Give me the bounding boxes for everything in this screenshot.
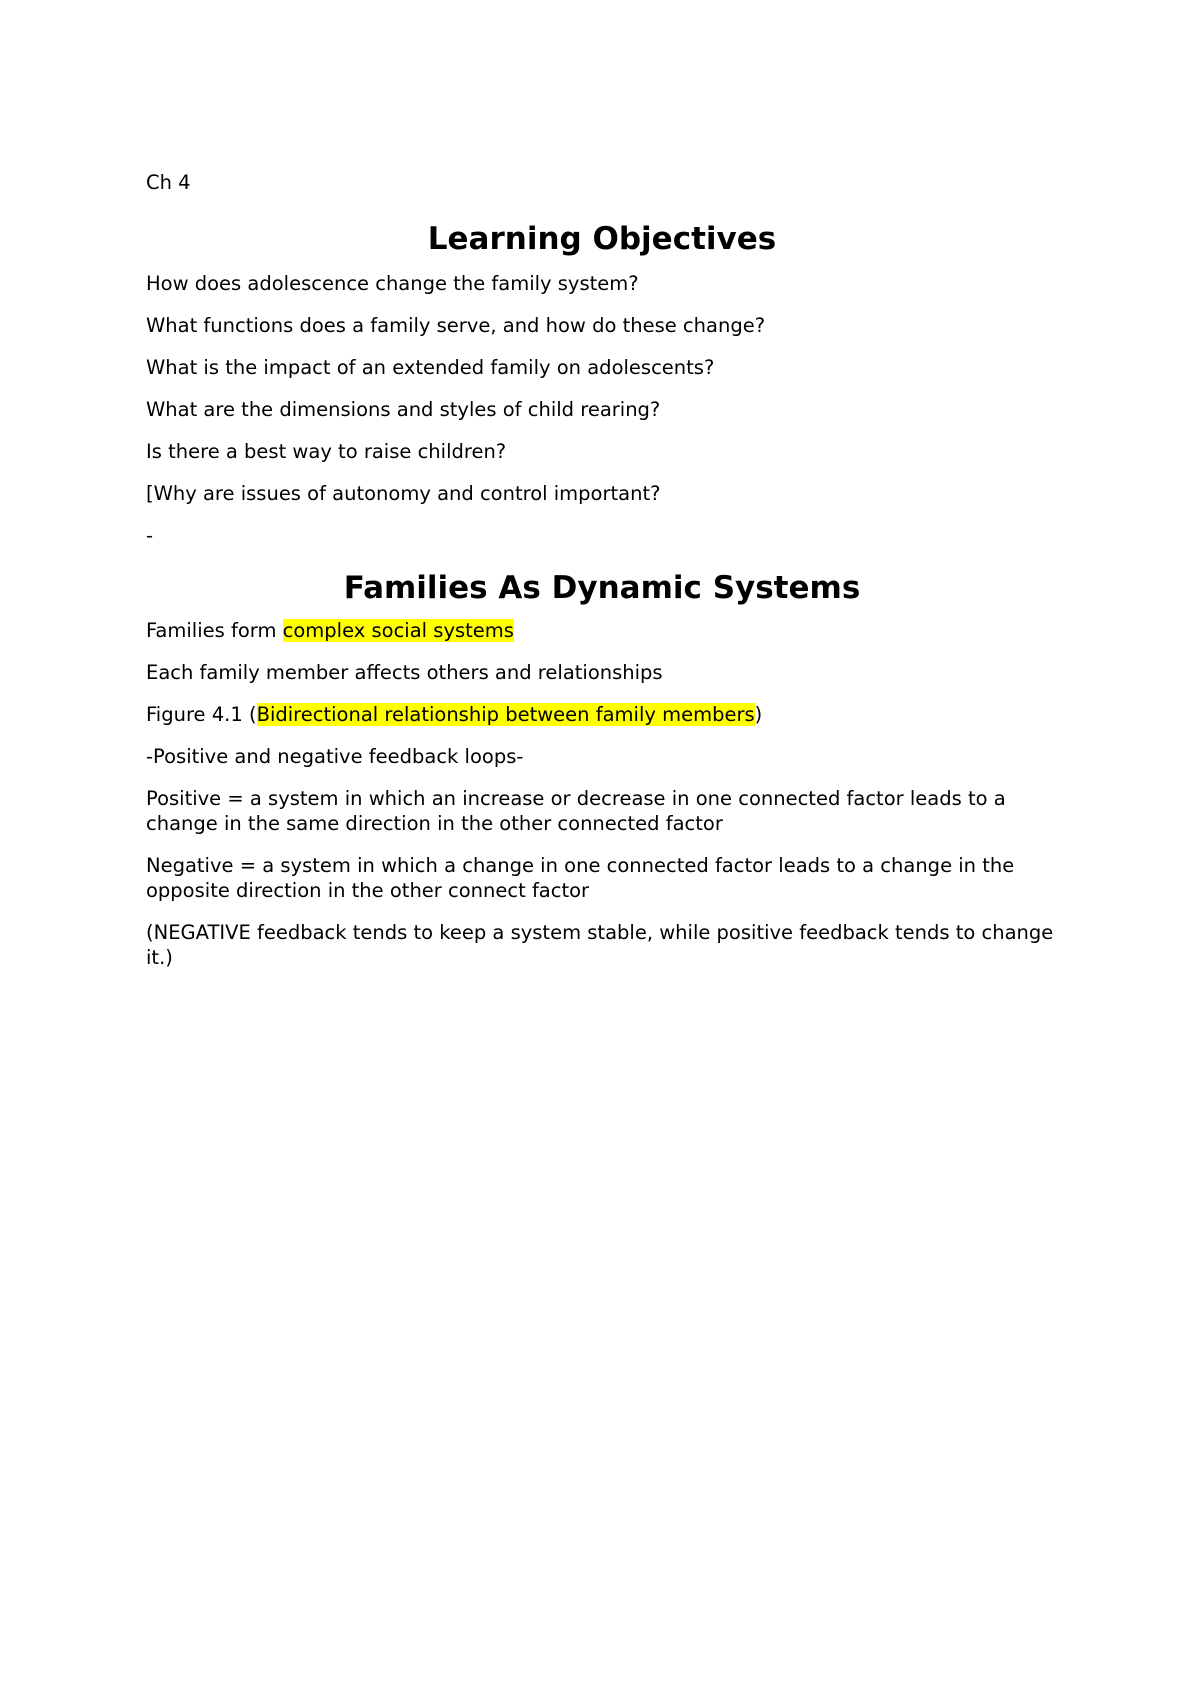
document-content xyxy=(146,170,1058,987)
objective-item: What is the impact of an extended family on adolescents? xyxy=(146,356,715,379)
paragraph-text: Figure 4.1 ( xyxy=(146,703,257,726)
highlighted-text: Bidirectional relationship between family members xyxy=(256,703,755,726)
chapter-label: Ch 4 xyxy=(146,171,191,194)
objective-item: What functions does a family serve, and how do these change? xyxy=(146,314,766,337)
paragraph-families-form xyxy=(146,618,1058,643)
objective-item: [Why are issues of autonomy and control important? xyxy=(146,482,661,505)
paragraph-feedback-loops: -Positive and negative feedback loops- xyxy=(146,745,524,768)
paragraph-each-member: Each family member affects others and relationships xyxy=(146,661,663,684)
paragraph-negative-definition: Negative = a system in which a change in one connected factor leads to a change in the opposite direction in the other connect factor xyxy=(146,854,1015,902)
paragraph-figure-reference xyxy=(146,702,1058,727)
heading-learning-objectives: Learning Objectives xyxy=(427,221,777,257)
highlighted-text: complex social systems xyxy=(282,619,514,642)
paragraph-positive-definition: Positive = a system in which an increase or decrease in one connected factor leads to a change in the same direction in the other connected factor xyxy=(146,787,1006,835)
objective-item: What are the dimensions and styles of child rearing? xyxy=(146,398,661,421)
paragraph-text: ) xyxy=(754,703,763,726)
dash-line: - xyxy=(146,524,154,547)
objective-item: Is there a best way to raise children? xyxy=(146,440,507,463)
objective-item: How does adolescence change the family system? xyxy=(146,272,639,295)
heading-families-dynamic-systems: Families As Dynamic Systems xyxy=(343,570,861,606)
paragraph-feedback-note: (NEGATIVE feedback tends to keep a system stable, while positive feedback tends to change it.) xyxy=(146,921,1054,969)
paragraph-text: Families form xyxy=(146,619,283,642)
